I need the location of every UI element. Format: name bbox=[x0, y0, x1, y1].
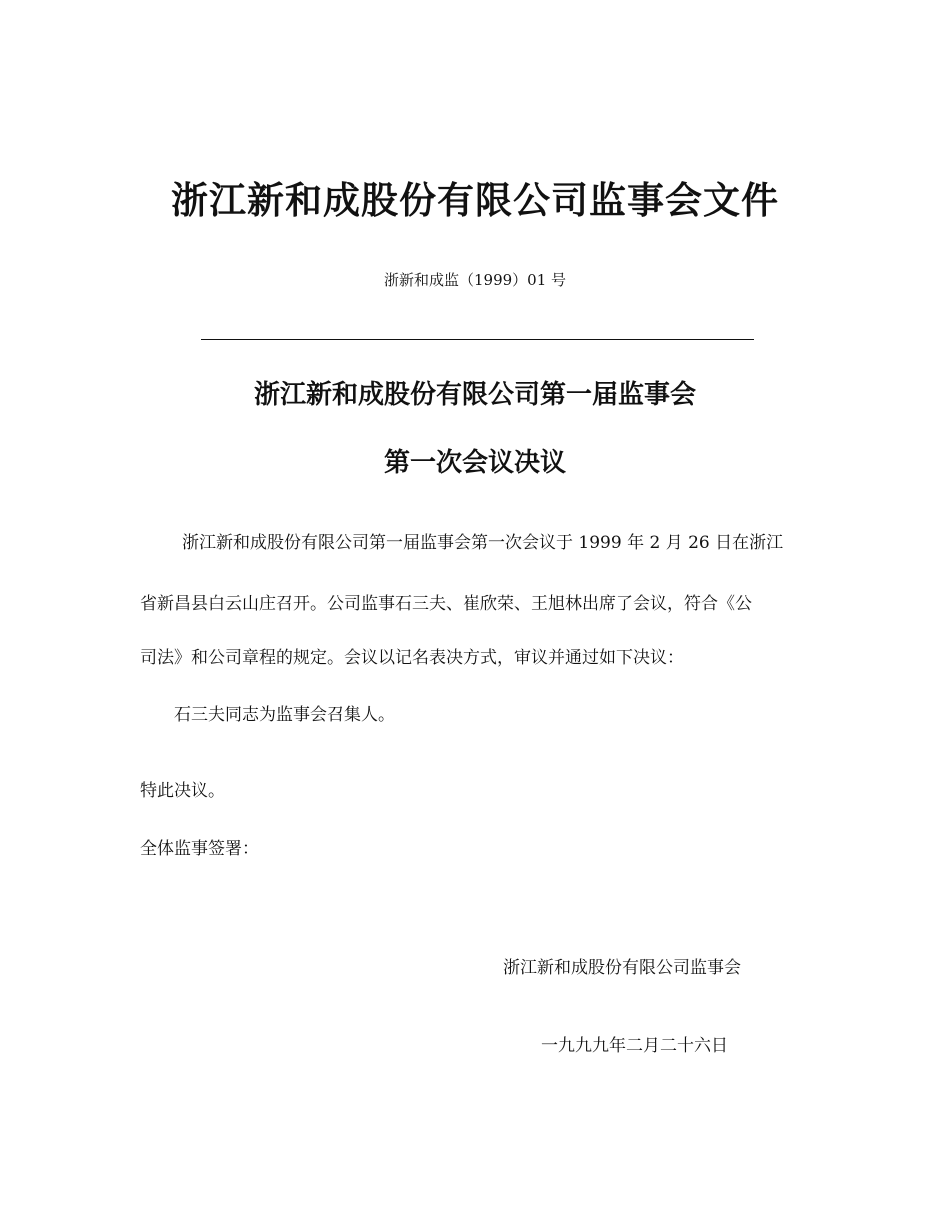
divider-line bbox=[201, 339, 754, 340]
signature-organization: 浙江新和成股份有限公司监事会 bbox=[503, 958, 741, 978]
document-number: 浙新和成监（1999）01 号 bbox=[383, 271, 567, 289]
body-paragraph-line: 省新昌县白云山庄召开。公司监事石三夫、崔欣荣、王旭林出席了会议，符合《公 bbox=[140, 594, 752, 614]
body-paragraph-line: 司法》和公司章程的规定。会议以记名表决方式，审议并通过如下决议： bbox=[140, 648, 684, 668]
resolution-item: 石三夫同志为监事会召集人。 bbox=[174, 705, 395, 725]
document-title: 浙江新和成股份有限公司监事会文件 bbox=[171, 178, 779, 222]
closing-statement: 特此决议。 bbox=[140, 781, 225, 801]
signatories-label: 全体监事签署： bbox=[140, 839, 259, 859]
signature-date: 一九九九年二月二十六日 bbox=[541, 1036, 728, 1056]
resolution-heading-line2: 第一次会议决议 bbox=[383, 448, 566, 478]
resolution-heading-line1: 浙江新和成股份有限公司第一届监事会 bbox=[253, 380, 696, 410]
body-paragraph-line: 浙江新和成股份有限公司第一届监事会第一次会议于 1999 年 2 月 26 日在浙江 bbox=[182, 533, 784, 553]
